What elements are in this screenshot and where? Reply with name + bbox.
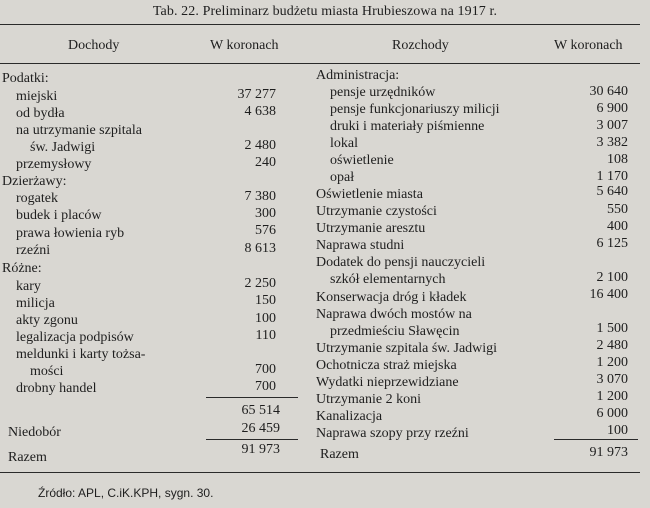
- expense-row-value: 1 500: [596, 321, 628, 336]
- bottom-rule: [0, 472, 640, 473]
- income-row-value: 700: [255, 362, 276, 377]
- income-row-value: 700: [255, 379, 276, 394]
- expense-row-label: Kanalizacja: [316, 409, 383, 424]
- expense-row-value: 400: [607, 219, 628, 234]
- expense-row-value: 1 200: [596, 389, 628, 404]
- expense-row-value: 100: [607, 423, 628, 438]
- income-row-label: rogatek: [16, 191, 58, 206]
- income-row-value: 150: [255, 293, 276, 308]
- income-row-label: kary: [16, 279, 41, 294]
- source-note: Źródło: APL, C.iK.KPH, sygn. 30.: [38, 486, 214, 500]
- deficit-rule: [206, 439, 298, 440]
- income-row-label: mości: [30, 364, 64, 379]
- expense-row-label: Konserwacja dróg i kładek: [316, 290, 467, 305]
- expense-row-label: Wydatki nieprzewidziane: [316, 375, 459, 390]
- income-total-label: Razem: [8, 450, 47, 465]
- expense-row-value: 1 200: [596, 355, 628, 370]
- income-row-value: 300: [255, 206, 276, 221]
- expense-row-label: szkół elementarnych: [330, 272, 446, 287]
- expense-row-label: Utrzymanie szpitala św. Jadwigi: [316, 341, 498, 356]
- expense-row-value: 3 007: [596, 118, 628, 133]
- expense-row-value: 2 100: [596, 270, 628, 285]
- expense-row-value: 30 640: [589, 84, 628, 99]
- income-row-label: od bydła: [16, 106, 65, 121]
- income-row-label: Różne:: [2, 261, 42, 276]
- income-sum-rule: [206, 397, 298, 398]
- expense-row-value: 6 000: [596, 406, 628, 421]
- expense-row-value: 16 400: [589, 287, 628, 302]
- income-row-label: Podatki:: [2, 71, 49, 86]
- expense-row-value: 1 170: [596, 169, 628, 184]
- expense-row-label: oświetlenie: [330, 153, 394, 168]
- expense-row-label: lokal: [330, 136, 358, 151]
- deficit-value: 26 459: [241, 421, 280, 436]
- header-income: Dochody: [68, 38, 120, 53]
- expense-row-value: 5 640: [596, 184, 628, 199]
- income-row-value: 4 638: [244, 104, 276, 119]
- expense-row-label: Naprawa szopy przy rzeźni: [316, 426, 469, 441]
- income-row-label: meldunki i karty tożsa-: [16, 347, 146, 362]
- income-row-label: miejski: [16, 89, 58, 104]
- income-row-value: 576: [255, 223, 276, 238]
- expense-row-label: opał: [330, 170, 355, 185]
- income-row-label: przemysłowy: [16, 157, 92, 172]
- income-row-label: budek i placów: [16, 208, 102, 223]
- expense-row-value: 6 125: [596, 236, 628, 251]
- income-row-label: drobny handel: [16, 381, 97, 396]
- header-expense-amount: W koronach: [554, 38, 623, 53]
- expense-row-label: Utrzymanie aresztu: [316, 221, 426, 236]
- income-row-value: 240: [255, 155, 276, 170]
- header-income-amount: W koronach: [210, 38, 279, 53]
- income-subtotal-value: 65 514: [241, 403, 280, 418]
- income-row-value: 2 250: [244, 276, 276, 291]
- income-total-value: 91 973: [241, 442, 280, 457]
- header-rule: [0, 63, 640, 64]
- income-row-value: 2 480: [244, 138, 276, 153]
- income-row-value: 100: [255, 311, 276, 326]
- expense-row-value: 550: [607, 202, 628, 217]
- expense-row-label: Dodatek do pensji nauczycieli: [316, 255, 486, 270]
- expense-row-label: pensje funkcjonariuszy milicji: [330, 102, 500, 117]
- expense-row-value: 3 070: [596, 372, 628, 387]
- expense-row-value: 108: [607, 152, 628, 167]
- income-row-label: legalizacja podpisów: [16, 330, 134, 345]
- expense-row-label: Ochotnicza straż miejska: [316, 358, 457, 373]
- expense-row-value: 2 480: [596, 338, 628, 353]
- income-row-label: rzeźni: [16, 243, 51, 258]
- income-row-label: św. Jadwigi: [30, 140, 96, 155]
- deficit-label: Niedobór: [8, 425, 61, 440]
- income-row-label: akty zgonu: [16, 313, 78, 328]
- expense-row-value: 3 382: [596, 135, 628, 150]
- expense-total-value: 91 973: [589, 445, 628, 460]
- income-row-label: prawa łowienia ryb: [16, 226, 125, 241]
- income-row-label: milicja: [16, 296, 55, 311]
- income-row-value: 8 613: [244, 241, 276, 256]
- income-row-value: 110: [255, 328, 276, 343]
- income-row-value: 7 380: [244, 189, 276, 204]
- income-row-label: Dzierżawy:: [2, 174, 67, 189]
- income-row-value: 37 277: [237, 87, 276, 102]
- expense-row-label: Utrzymanie 2 koni: [316, 392, 421, 407]
- table-title: Tab. 22. Preliminarz budżetu miasta Hrubieszowa na 1917 r.: [152, 4, 498, 19]
- income-row-label: na utrzymanie szpitala: [16, 123, 142, 138]
- top-rule: [0, 24, 640, 25]
- expense-total-label: Razem: [320, 447, 359, 462]
- expense-sum-rule: [554, 439, 638, 440]
- expense-row-label: druki i materiały piśmienne: [330, 119, 485, 134]
- header-expense: Rozchody: [392, 38, 449, 53]
- expense-row-label: Oświetlenie miasta: [316, 187, 423, 202]
- expense-row-label: Administracja:: [316, 68, 400, 83]
- expense-row-label: przedmieściu Sławęcin: [330, 324, 460, 339]
- expense-row-label: Naprawa dwóch mostów na: [316, 307, 472, 322]
- expense-row-label: Naprawa studni: [316, 238, 405, 253]
- expense-row-label: pensje urzędników: [330, 85, 436, 100]
- expense-row-value: 6 900: [596, 101, 628, 116]
- expense-row-label: Utrzymanie czystości: [316, 204, 437, 219]
